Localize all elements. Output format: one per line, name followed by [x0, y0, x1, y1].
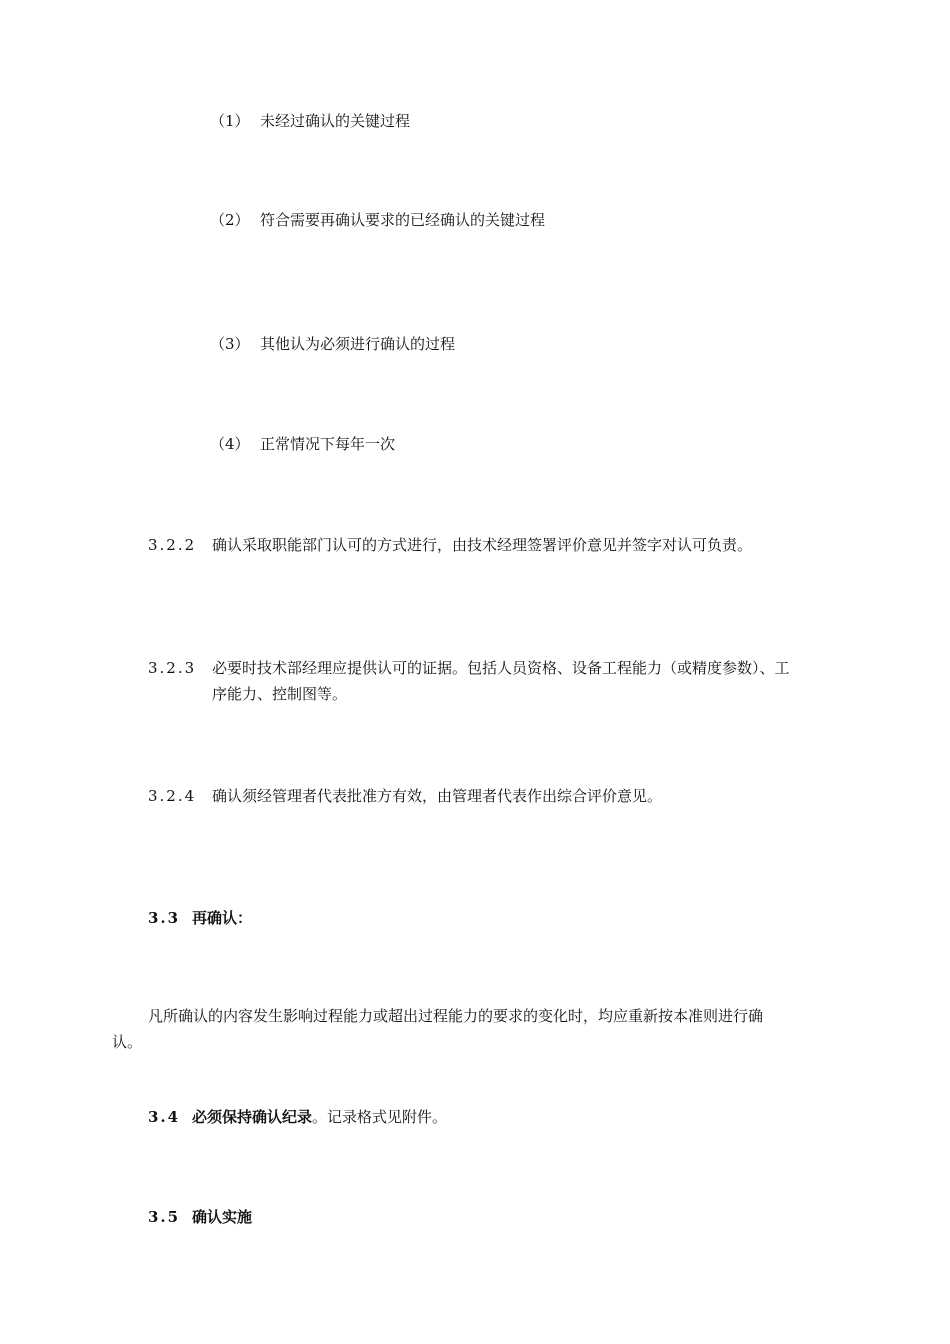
list-item-2	[210, 210, 545, 230]
clause-text: 必要时技术部经理应提供认可的证据。包括人员资格、设备工程能力（或精度参数）、工	[212, 659, 790, 677]
list-item-text: 其他认为必须进行确认的过程	[260, 335, 456, 353]
paragraph-line-1	[148, 1006, 763, 1026]
list-item-3	[210, 334, 455, 354]
clause-text: 确认采取职能部门认可的方式进行，由技术经理签署评价意见并签字对认可负责。	[212, 536, 753, 554]
clause-3-2-3	[148, 658, 790, 678]
paragraph-text: 认。	[112, 1033, 143, 1051]
clause-number: 3.2.3	[148, 659, 197, 677]
section-title: 再确认：	[192, 909, 253, 927]
list-item-text: 未经过确认的关键过程	[260, 112, 411, 130]
list-item-text: 正常情况下每年一次	[260, 435, 396, 453]
list-item-number: （3）	[210, 335, 250, 353]
clause-3-2-2	[148, 535, 752, 555]
clause-number: 3.2.4	[148, 787, 197, 805]
clause-3-2-4	[148, 786, 662, 806]
paragraph-line-2	[112, 1032, 142, 1052]
section-heading-3-3	[148, 908, 252, 928]
section-title: 确认实施	[192, 1208, 253, 1226]
section-number: 3.5	[148, 1208, 181, 1226]
list-item-text: 符合需要再确认要求的已经确认的关键过程	[260, 211, 546, 229]
clause-3-2-3-continuation	[212, 684, 347, 704]
section-number: 3.3	[148, 909, 181, 927]
list-item-1	[210, 111, 410, 131]
list-item-number: （4）	[210, 435, 250, 453]
section-number: 3.4	[148, 1108, 181, 1126]
list-item-4	[210, 434, 395, 454]
paragraph-text: 凡所确认的内容发生影响过程能力或超出过程能力的要求的变化时，均应重新按本准则进行确	[148, 1007, 764, 1025]
clause-text: 确认须经管理者代表批准方有效，由管理者代表作出综合评价意见。	[212, 787, 663, 805]
section-text: 。记录格式见附件。	[312, 1108, 448, 1126]
section-heading-3-4	[148, 1107, 447, 1127]
list-item-number: （2）	[210, 211, 250, 229]
clause-text-continued: 序能力、控制图等。	[212, 685, 348, 703]
list-item-number: （1）	[210, 112, 250, 130]
clause-number: 3.2.2	[148, 536, 197, 554]
section-title: 必须保持确认纪录	[192, 1108, 313, 1126]
section-heading-3-5	[148, 1207, 252, 1227]
